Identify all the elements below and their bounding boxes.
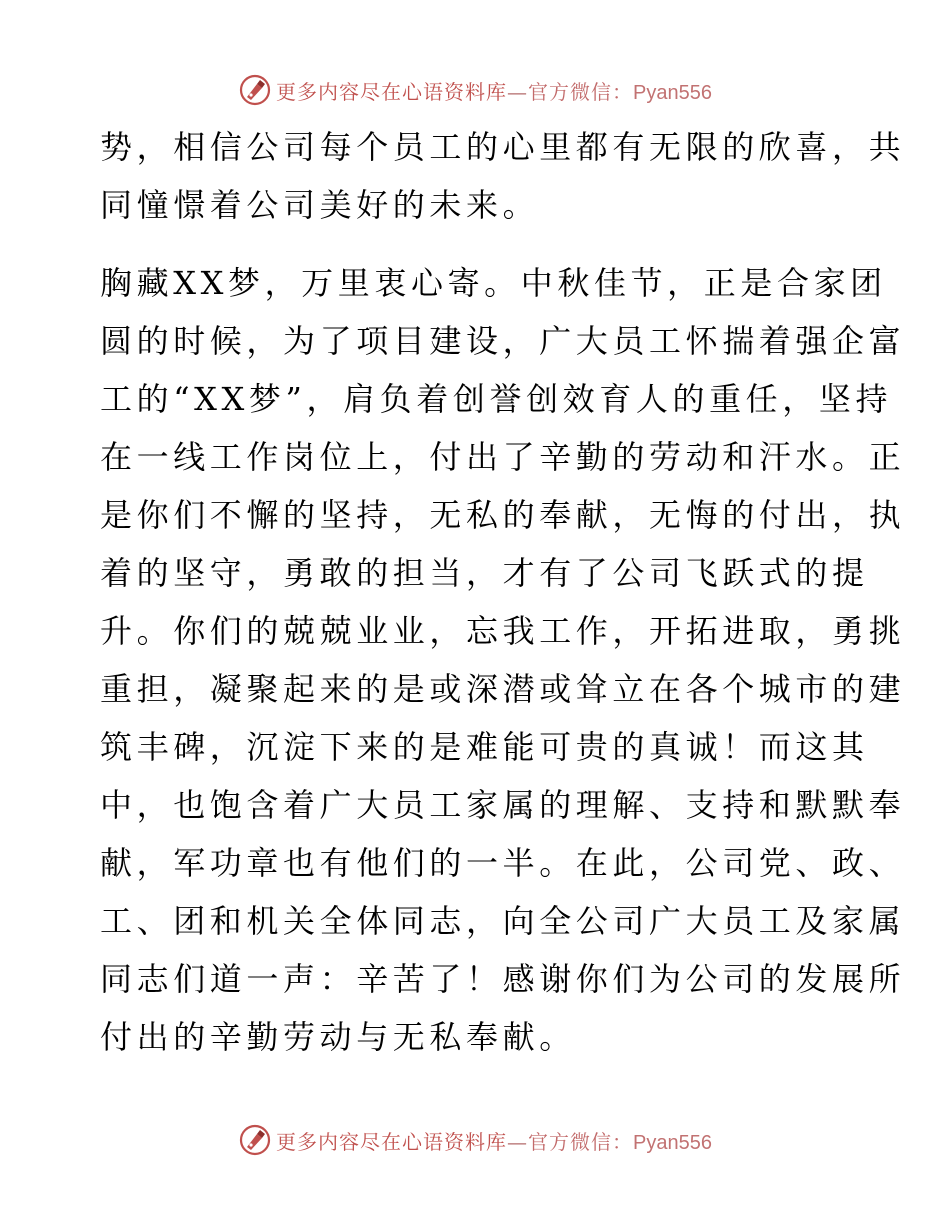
text-line: 重担，凝聚起来的是或深潜或耸立在各个城市的建 <box>100 670 906 708</box>
text-line: 圆的时候，为了项目建设，广大员工怀揣着强企富 <box>100 322 906 360</box>
text-line: 同憧憬着公司美好的未来。 <box>100 186 540 224</box>
banner-separator: — <box>507 1129 529 1154</box>
text-line: 工的“XX梦”，肩负着创誉创效育人的重任，坚持 <box>100 380 893 418</box>
text-line: 工、团和机关全体同志，向全公司广大员工及家属 <box>100 902 906 940</box>
text-line: 势，相信公司每个员工的心里都有无限的欣喜，共 <box>100 128 906 166</box>
banner-text <box>276 1126 712 1155</box>
footer-banner <box>0 1120 950 1160</box>
text-line: 中，也饱含着广大员工家属的理解、支持和默默奉 <box>100 786 906 824</box>
header-banner <box>0 70 950 110</box>
text-line: 着的坚守，勇敢的担当，才有了公司飞跃式的提 <box>100 554 869 592</box>
wechat-id: Pyan556 <box>633 1131 712 1154</box>
banner-text <box>276 76 712 105</box>
site-name: 更多内容尽在心语资料库 <box>276 79 508 104</box>
document-body <box>100 118 906 1066</box>
text-line: 是你们不懈的坚持，无私的奉献，无悔的付出，执 <box>100 496 906 534</box>
wechat-id: Pyan556 <box>633 81 712 104</box>
wechat-label: 官方微信： <box>528 79 634 104</box>
wechat-label: 官方微信： <box>528 1129 634 1154</box>
text-line: 献，军功章也有他们的一半。在此，公司党、政、 <box>100 844 906 882</box>
text-line: 升。你们的兢兢业业，忘我工作，开拓进取，勇挑 <box>100 612 906 650</box>
banner-separator: — <box>507 79 529 104</box>
pen-nib-logo-icon <box>238 1123 272 1157</box>
pen-nib-logo-icon <box>238 73 272 107</box>
text-line: 在一线工作岗位上，付出了辛勤的劳动和汗水。正 <box>100 438 906 476</box>
paragraph <box>100 254 906 1066</box>
text-line: 胸藏XX梦，万里衷心寄。中秋佳节，正是合家团 <box>100 264 887 302</box>
text-line: 付出的辛勤劳动与无私奉献。 <box>100 1018 576 1056</box>
paragraph <box>100 118 906 234</box>
text-line: 同志们道一声：辛苦了！感谢你们为公司的发展所 <box>100 960 906 998</box>
text-line: 筑丰碑，沉淀下来的是难能可贵的真诚！而这其 <box>100 728 869 766</box>
site-name: 更多内容尽在心语资料库 <box>276 1129 508 1154</box>
